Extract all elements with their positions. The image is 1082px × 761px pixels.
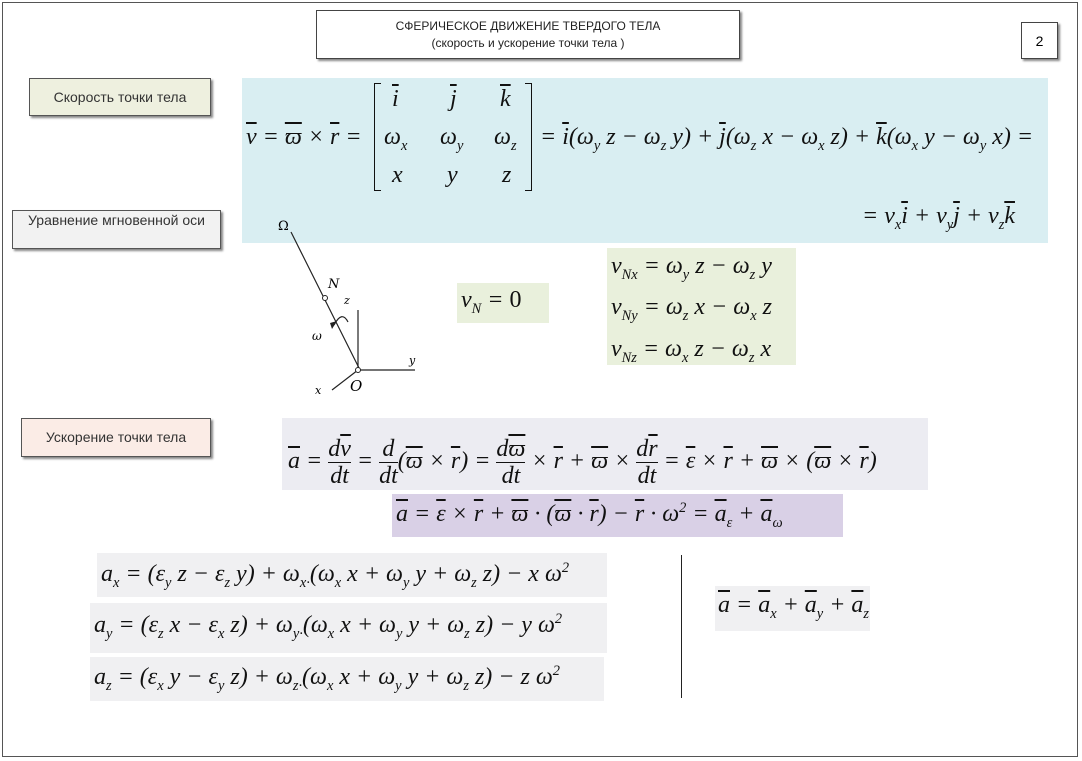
y-label: y	[409, 354, 416, 367]
rotation-arrowhead-icon	[330, 321, 337, 329]
vn-formula: $v_N = 0$	[461, 287, 522, 317]
page-number: 2	[1021, 22, 1058, 59]
label-axis	[12, 210, 221, 249]
matrix-cell: $\overline{j}$	[450, 86, 457, 112]
accel-formula-2: $\overline{a} = \overline{\varepsilon} \times \overline{r} + \overline{ϖ} \cdot (\overline{ϖ} \cdot \overline{r}) - \overline{r} \cdot \omega^2 = \overline{a}_\varepsilon + \overline{a}_\omega$	[396, 500, 783, 531]
velocity-lhs: $\overline{v} = \overline{ϖ} \times \overline{r}$ =	[246, 124, 362, 150]
n-label: N	[328, 277, 340, 292]
point-o	[356, 368, 361, 373]
vn-component-y: $v_{Ny} = \omega_z$ $x - \omega_x$ z	[611, 294, 772, 324]
label-velocity: Скорость точки тела	[29, 78, 211, 116]
vertical-divider	[681, 555, 682, 698]
accel-component-z: $a_z = (\varepsilon_x$ $y - \varepsilon_y$ $z) + \omega_{z\cdot}(\omega_x$ $x + \omega_y$ $y + \omega_z$ z) − z $\omega^2$	[94, 663, 560, 694]
matrix-cell: z	[502, 162, 512, 188]
velocity-rhs2: = $v_x\overline{i} + v_y\overline{j} + v_z\overline{k}$	[862, 203, 1015, 233]
omega-label: Ω	[278, 219, 289, 234]
matrix-cell: x	[392, 162, 403, 188]
point-n	[323, 296, 328, 301]
matrix-left-bracket	[374, 83, 381, 191]
matrix-cell: $\overline{k}$	[500, 86, 511, 112]
vn-component-x: $v_{Nx} = \omega_y$ $z - \omega_z$ y	[611, 253, 772, 283]
velocity-rhs1: = $\overline{i}(\omega_y$ $z - \omega_z$ $y) + \overline{j}(\omega_z$ $x - \omega_x$ $z) + \overline{k}(\omega_x$ $y - \omega_y$ x) =	[540, 124, 1034, 154]
x-label: x	[315, 384, 322, 397]
accel-formula-1: $\overline{a}$ = $\frac{d\overline{v}}{dt}$ = $\frac{d}{dt}$ $(\overline{ϖ} \times \overline{r})$ = $\frac{d\overline{ϖ}}{dt}$ × $\overline{r} + \overline{ϖ}$ × $\frac{d\overline{r}}{dt}$ = $\overline{\varepsilon} \times \overline{r} + \overline{ϖ} \times (\overline{ϖ} \times \overline{r})$	[288, 436, 877, 489]
vn-component-z: $v_{Nz} = \omega_x$ $z - \omega_z$ x	[611, 336, 772, 366]
label-acceleration: Ускорение точки тела	[21, 418, 211, 457]
accel-component-y: $a_y = (\varepsilon_z$ $x - \varepsilon_x$ $z) + \omega_{y\cdot}(\omega_x$ $x + \omega_y$ $y + \omega_z$ z) − y $\omega^2$	[94, 611, 563, 642]
matrix-cell: y	[447, 162, 458, 188]
title-line1: СФЕРИЧЕСКОЕ ДВИЖЕНИЕ ТВЕРДОГО ТЕЛА	[395, 19, 661, 33]
matrix-right-bracket	[525, 83, 532, 191]
z-label: z	[344, 294, 350, 307]
title-line2: (скорость и ускорение точки тела )	[431, 36, 625, 50]
axis-diagram	[270, 210, 430, 400]
o-label: O	[350, 377, 363, 395]
label-axis-text: Уравнение мгновенной оси	[28, 212, 205, 228]
accel-component-x: $a_x = (\varepsilon_y$ $z - \varepsilon_z$ $y) + \omega_{x\cdot}(\omega_x$ $x + \omega_y$ $y + \omega_z$ z) − x $\omega^2$	[101, 560, 570, 591]
rotation-arrow-icon	[334, 317, 348, 325]
matrix-cell: $\overline{i}$	[392, 86, 399, 112]
matrix-cell: $\omega_x$	[384, 124, 408, 154]
w-label: ω	[312, 329, 322, 343]
matrix-cell: $\omega_z$	[494, 124, 517, 154]
accel-sum: $\overline{a} = \overline{a}_x + \overline{a}_y + \overline{a}_z$	[718, 592, 869, 622]
page-title	[316, 10, 740, 59]
matrix-cell: $\omega_y$	[440, 124, 464, 154]
